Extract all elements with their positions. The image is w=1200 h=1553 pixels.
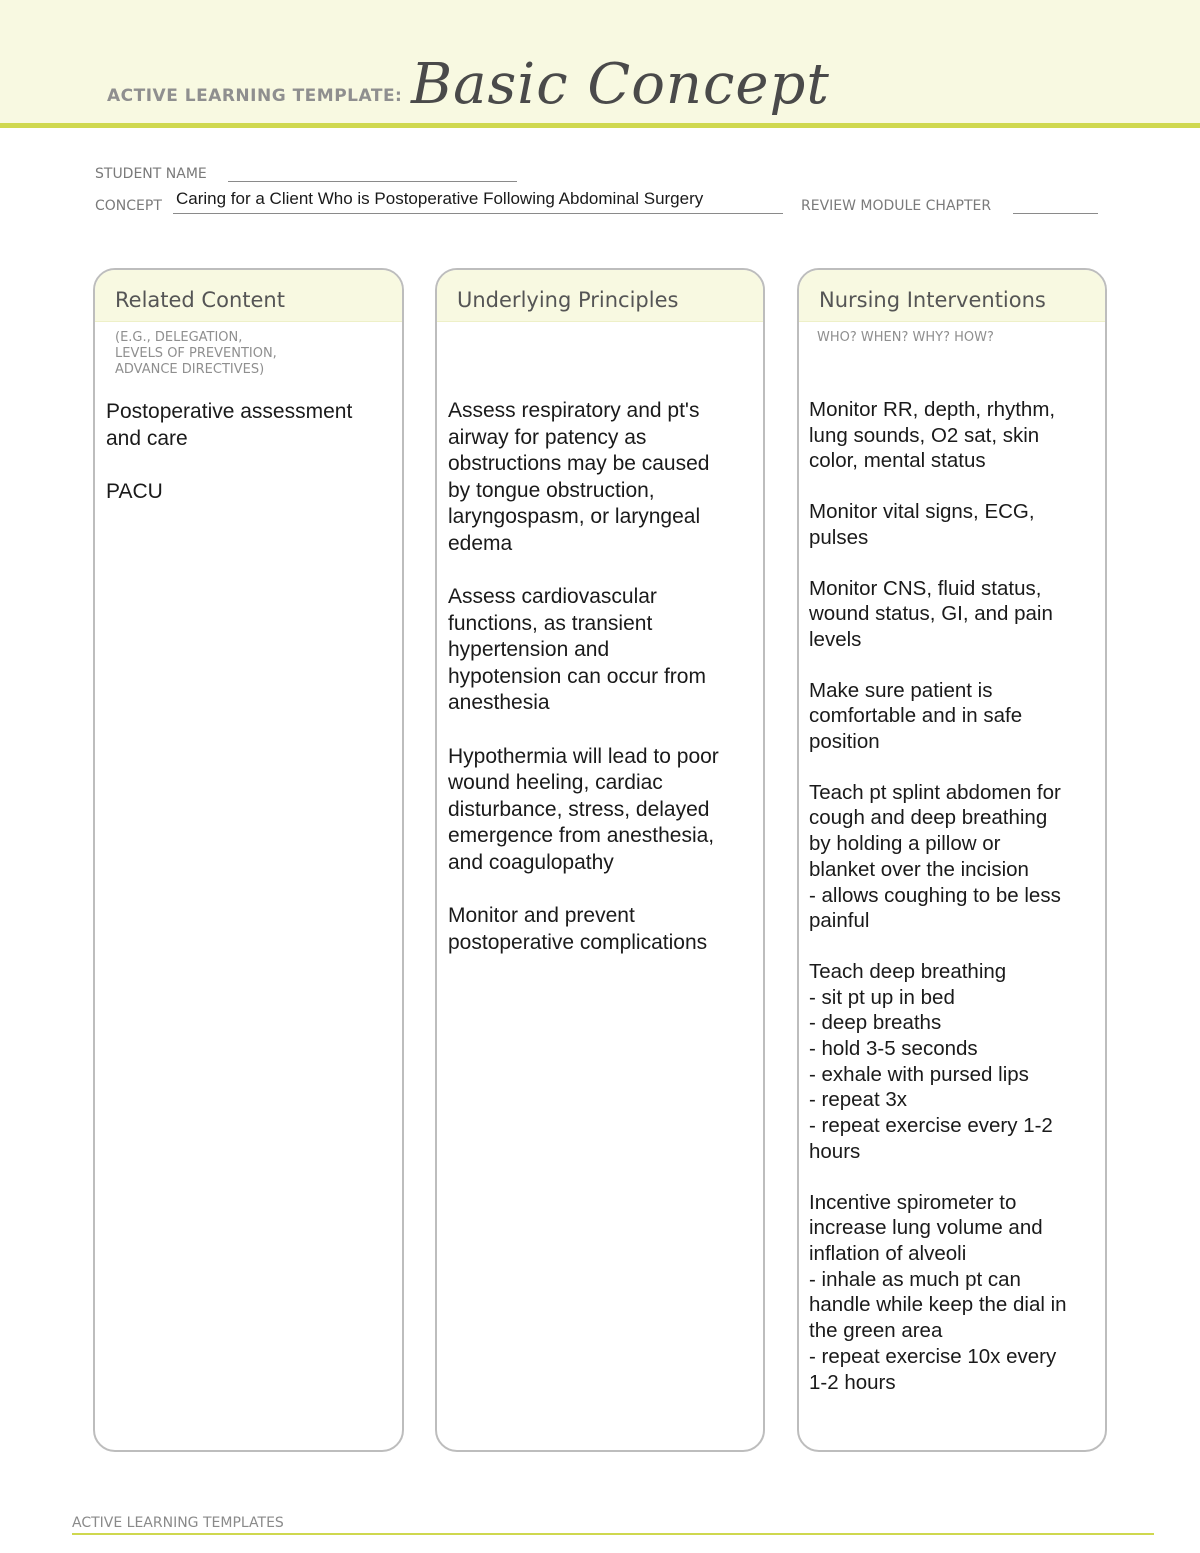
text-line: Teach deep breathing (809, 959, 1007, 983)
underlying-principles-panel (435, 268, 765, 1452)
intervention-entry (809, 678, 1067, 755)
text-line: inflation of alveoli (809, 1241, 967, 1265)
text-line: Monitor and prevent (448, 904, 635, 927)
text-line: postoperative complications (448, 930, 708, 954)
text-line: lung sounds, O2 sat, skin (809, 423, 1040, 447)
text-line: - hold 3-5 seconds (809, 1037, 978, 1061)
intervention-entry (809, 1190, 1067, 1396)
text-line: wound heeling, cardiac (448, 771, 663, 794)
text-line: comfortable and in safe (809, 704, 1023, 728)
nursing-interventions-heading: Nursing Interventions (799, 270, 1105, 322)
text-line: levels (809, 627, 862, 651)
text-line: PACU (106, 480, 163, 503)
underlying-principles-heading: Underlying Principles (437, 270, 763, 322)
text-line: by holding a pillow or (809, 832, 1001, 856)
review-module-label: REVIEW MODULE CHAPTER (801, 198, 992, 214)
text-line: hours (809, 1139, 861, 1163)
related-content-panel (93, 268, 404, 1452)
text-line: position (809, 730, 880, 754)
text-line: - inhale as much pt can (809, 1267, 1021, 1291)
footer-rule (72, 1533, 1154, 1535)
text-line: cough and deep breathing (809, 806, 1048, 830)
text-line: blanket over the incision (809, 857, 1029, 881)
text-line: Incentive spirometer to (809, 1190, 1017, 1214)
text-line: wound status, GI, and pain (809, 602, 1053, 626)
concept-value: Caring for a Client Who is Postoperative Following Abdominal Surgery (176, 189, 704, 208)
text-line: the green area (809, 1319, 943, 1343)
text-line: Monitor RR, depth, rhythm, (809, 398, 1056, 421)
text-line: anesthesia (448, 691, 550, 714)
text-line: functions, as transient (448, 611, 653, 635)
text-line: - allows coughing to be less (809, 883, 1061, 907)
intervention-entry (809, 499, 1067, 550)
text-line: Monitor vital signs, ECG, (809, 500, 1035, 524)
principle-entry (448, 584, 719, 717)
text-line: obstructions may be caused (448, 452, 710, 475)
nursing-interventions-hint (817, 330, 994, 346)
student-name-field[interactable] (228, 181, 517, 182)
underlying-principles-body (448, 398, 719, 983)
principle-entry (448, 744, 719, 877)
text-line: laryngospasm, or laryngeal (448, 505, 701, 528)
intervention-entry (809, 576, 1067, 653)
text-line: increase lung volume and (809, 1216, 1043, 1240)
text-line: color, mental status (809, 449, 986, 473)
text-line: and care (106, 426, 188, 450)
text-line: Hypothermia will lead to poor (448, 744, 719, 768)
hint-line: (E.G., DELEGATION, (115, 330, 243, 345)
hint-line: WHO? WHEN? WHY? HOW? (817, 330, 994, 345)
header-rule (0, 123, 1200, 128)
related-content-hint (115, 330, 277, 378)
text-line: Make sure patient is (809, 678, 993, 702)
intervention-entry (809, 780, 1067, 934)
text-line: - repeat 3x (809, 1088, 907, 1112)
nursing-interventions-panel (797, 268, 1107, 1452)
footer-label: ACTIVE LEARNING TEMPLATES (72, 1515, 284, 1531)
text-line: pulses (809, 525, 869, 549)
text-line: - repeat exercise 10x every (809, 1344, 1057, 1368)
text-line: hypertension and (448, 638, 610, 661)
text-line: - sit pt up in bed (809, 985, 955, 1009)
text-line: emergence from anesthesia, (448, 824, 715, 847)
template-label: ACTIVE LEARNING TEMPLATE: (107, 86, 403, 106)
student-name-label: STUDENT NAME (95, 166, 207, 182)
text-line: edema (448, 531, 513, 555)
text-line: hypotension can occur from (448, 664, 706, 688)
text-line: Teach pt splint abdomen for (809, 780, 1061, 804)
principle-entry (448, 903, 719, 956)
text-line: by tongue obstruction, (448, 478, 655, 502)
text-line: 1-2 hours (809, 1370, 896, 1394)
nursing-interventions-body (809, 397, 1067, 1395)
text-line: Assess respiratory and pt's (448, 399, 700, 422)
related-content-body (106, 399, 352, 533)
concept-label: CONCEPT (95, 198, 162, 214)
text-line: Assess cardiovascular (448, 585, 657, 608)
text-line: - exhale with pursed lips (809, 1062, 1029, 1086)
concept-field[interactable] (173, 213, 783, 214)
hint-line: LEVELS OF PREVENTION, (115, 346, 277, 361)
text-line: - deep breaths (809, 1011, 942, 1035)
related-entry (106, 479, 352, 506)
template-title: Basic Concept (411, 52, 830, 117)
intervention-entry (809, 397, 1067, 474)
review-module-field[interactable] (1013, 213, 1098, 214)
text-line: Postoperative assessment (106, 400, 353, 423)
text-line: - repeat exercise every 1-2 (809, 1114, 1053, 1138)
text-line: disturbance, stress, delayed (448, 797, 710, 821)
text-line: airway for patency as (448, 425, 647, 449)
text-line: and coagulopathy (448, 850, 614, 874)
related-entry (106, 399, 352, 452)
hint-line: ADVANCE DIRECTIVES) (115, 362, 265, 377)
text-line: painful (809, 909, 870, 933)
intervention-entry (809, 959, 1067, 1165)
related-content-heading: Related Content (95, 270, 402, 322)
text-line: Monitor CNS, fluid status, (809, 576, 1042, 600)
principle-entry (448, 398, 719, 557)
text-line: handle while keep the dial in (809, 1293, 1067, 1317)
